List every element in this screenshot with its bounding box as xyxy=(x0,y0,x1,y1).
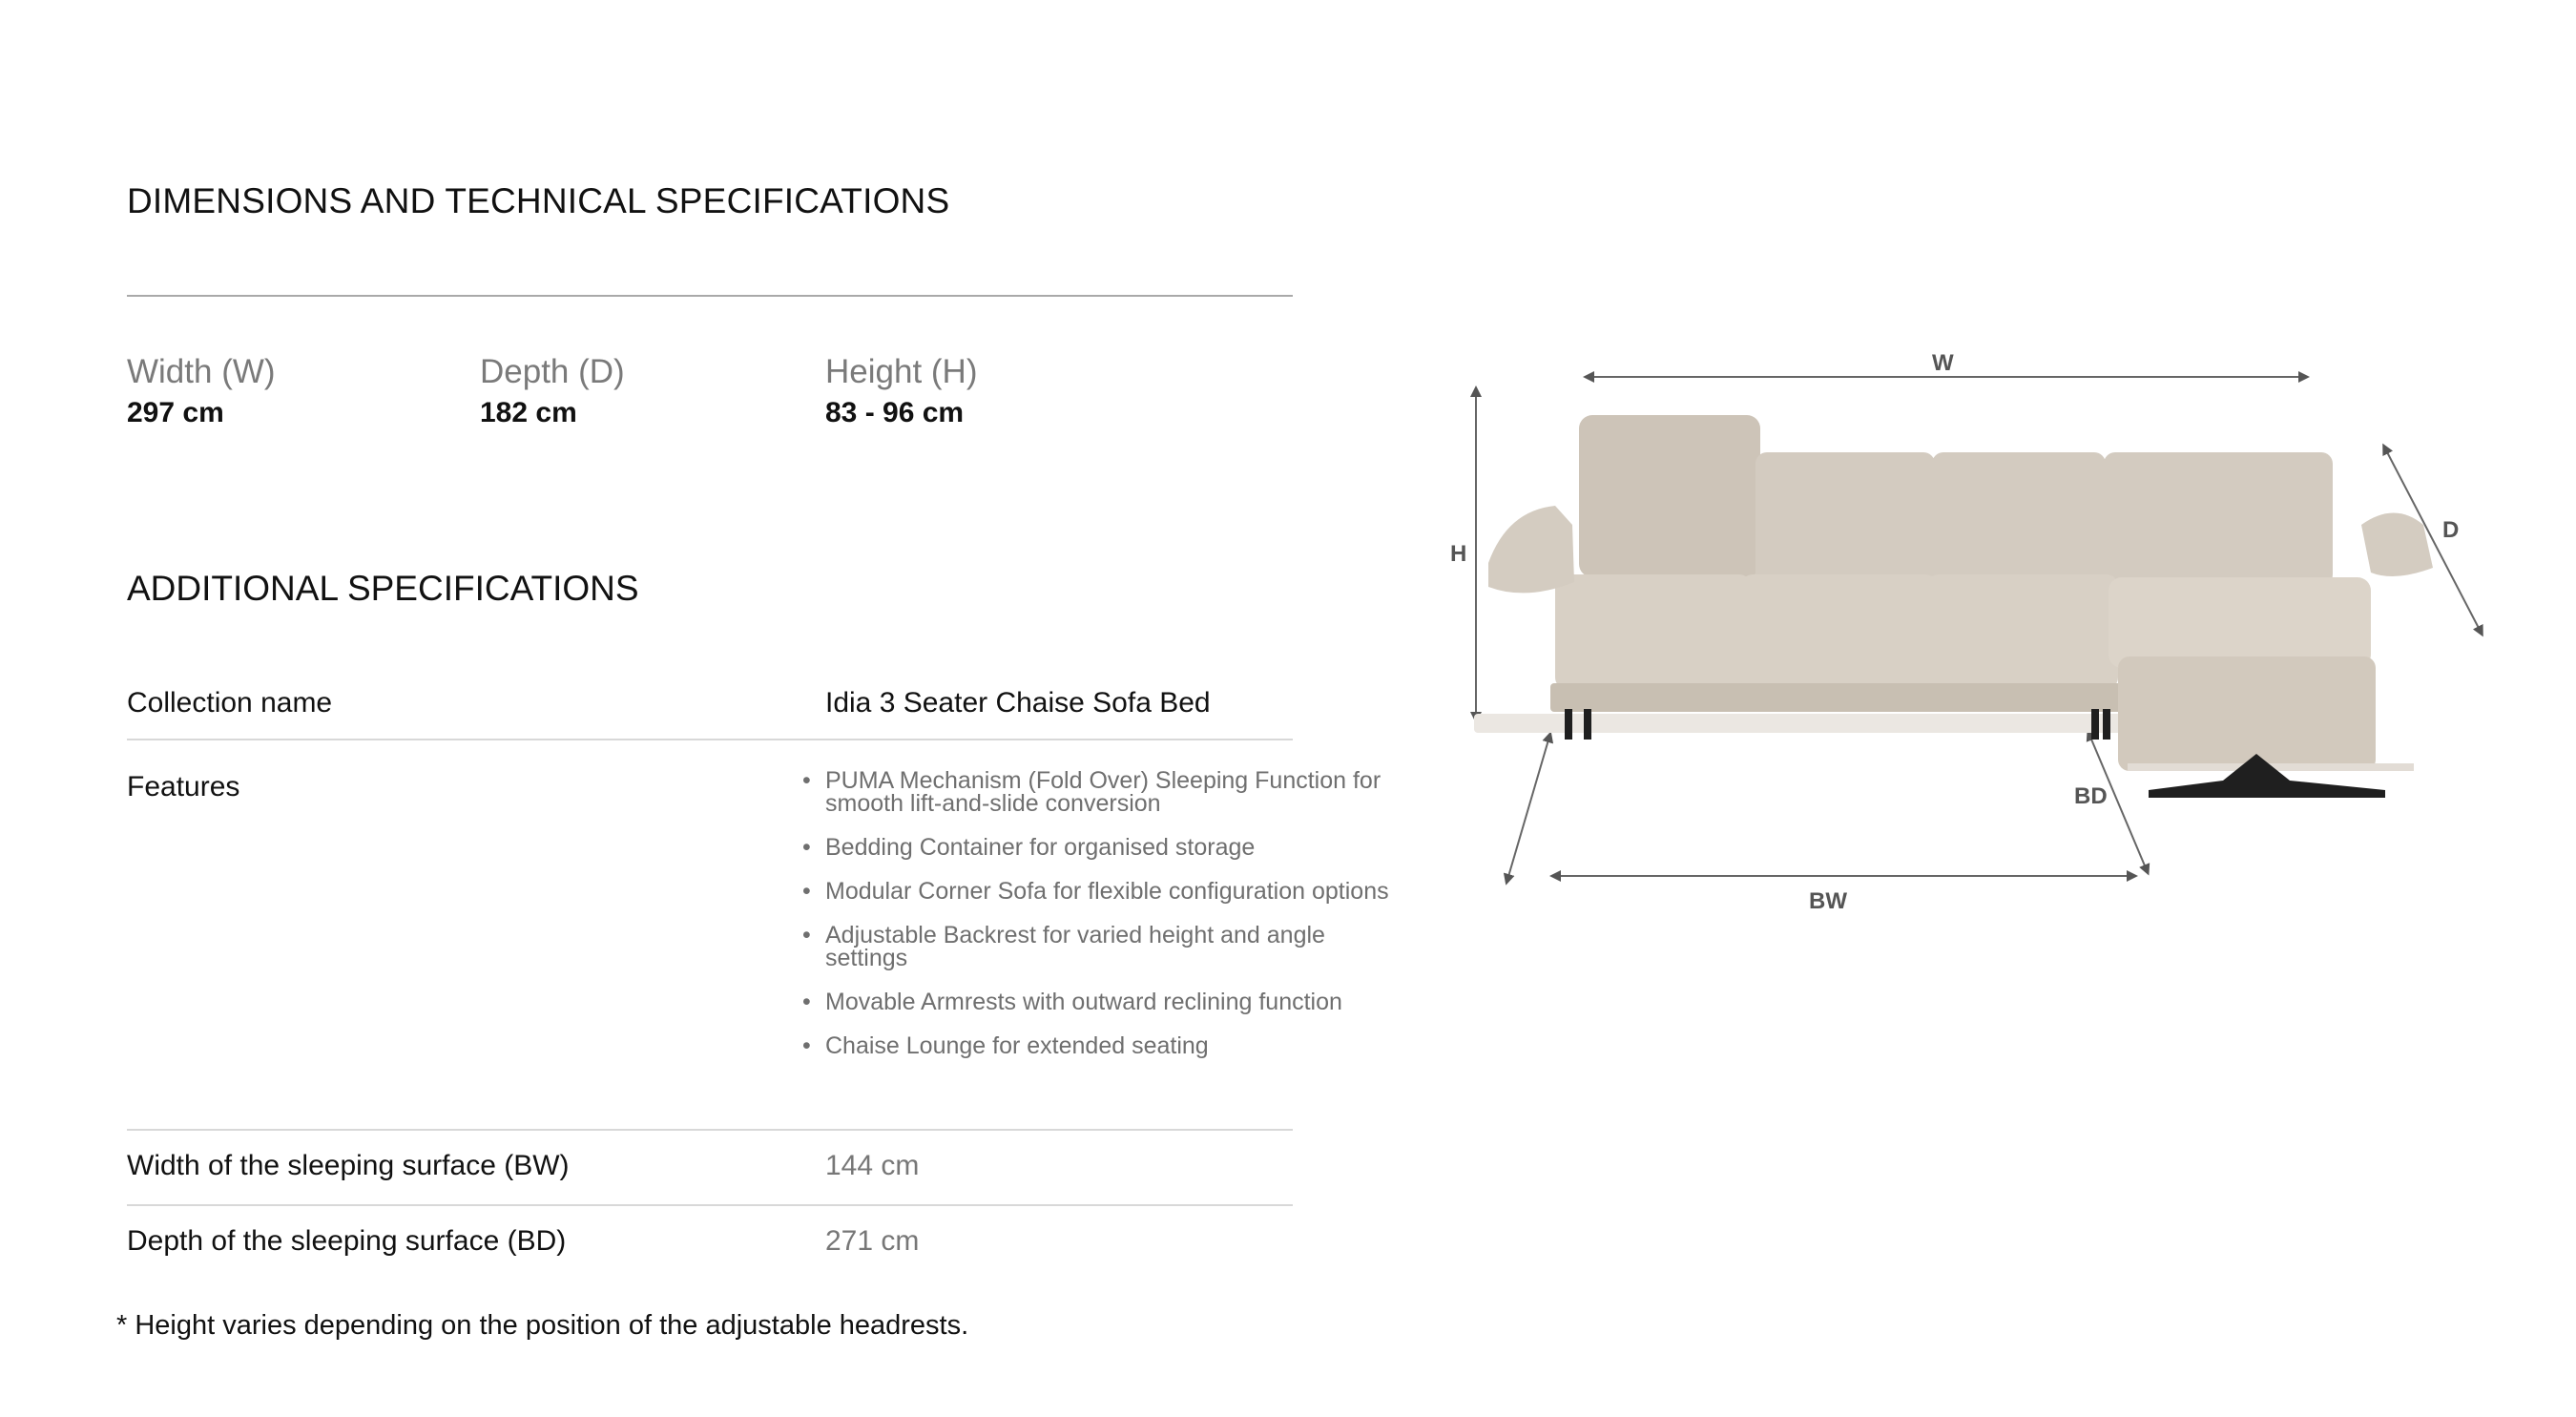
sleep-width-label: Width of the sleeping surface (BW) xyxy=(127,1150,570,1181)
width-spec xyxy=(127,351,276,429)
height-spec xyxy=(825,351,977,429)
depth-label: Depth (D) xyxy=(480,353,625,390)
list-item: • Adjustable Backrest for varied height and angle settings xyxy=(825,924,1398,969)
list-item: • PUMA Mechanism (Fold Over) Sleeping Function for smooth lift-and-slide conversion xyxy=(825,769,1398,815)
features-list xyxy=(825,769,1398,1078)
bw-label: BW xyxy=(1809,888,1847,914)
table-row xyxy=(127,740,1389,1131)
additional-title: ADDITIONAL SPECIFICATIONS xyxy=(127,569,639,608)
table-row xyxy=(127,1131,1293,1206)
height-value: 83 - 96 cm xyxy=(825,397,965,428)
depth-value: 182 cm xyxy=(480,397,577,428)
h-label: H xyxy=(1450,541,1467,567)
width-label: Width (W) xyxy=(127,353,276,390)
spec-table xyxy=(127,668,1389,1282)
list-item: • Movable Armrests with outward reclining function xyxy=(825,990,1398,1013)
sleep-depth-value: 271 cm xyxy=(825,1225,920,1257)
features-label: Features xyxy=(127,771,240,802)
table-row xyxy=(127,668,1293,740)
dimensions-title: DIMENSIONS AND TECHNICAL SPECIFICATIONS xyxy=(127,181,950,220)
left-diagonal-arrow xyxy=(1507,737,1549,880)
w-label: W xyxy=(1932,350,1954,376)
d-label: D xyxy=(2442,517,2460,543)
section-divider xyxy=(127,295,1293,297)
bd-label: BD xyxy=(2074,783,2108,809)
sofa-diagram-svg xyxy=(1431,334,2528,926)
sofa-illustration xyxy=(1474,415,2433,798)
footnote: * Height varies depending on the position of the adjustable headrests. xyxy=(116,1310,969,1341)
collection-label: Collection name xyxy=(127,687,333,719)
width-value: 297 cm xyxy=(127,397,224,428)
list-item: • Bedding Container for organised storage xyxy=(825,836,1398,859)
table-row xyxy=(127,1206,1293,1282)
collection-value: Idia 3 Seater Chaise Sofa Bed xyxy=(825,687,1211,719)
sleep-width-value: 144 cm xyxy=(825,1150,920,1181)
depth-spec xyxy=(480,351,625,429)
sleep-depth-label: Depth of the sleeping surface (BD) xyxy=(127,1225,567,1257)
height-label: Height (H) xyxy=(825,353,978,390)
list-item: • Chaise Lounge for extended seating xyxy=(825,1034,1398,1057)
sofa-dimension-diagram xyxy=(1431,334,2528,926)
list-item: • Modular Corner Sofa for flexible configuration options xyxy=(825,880,1398,903)
